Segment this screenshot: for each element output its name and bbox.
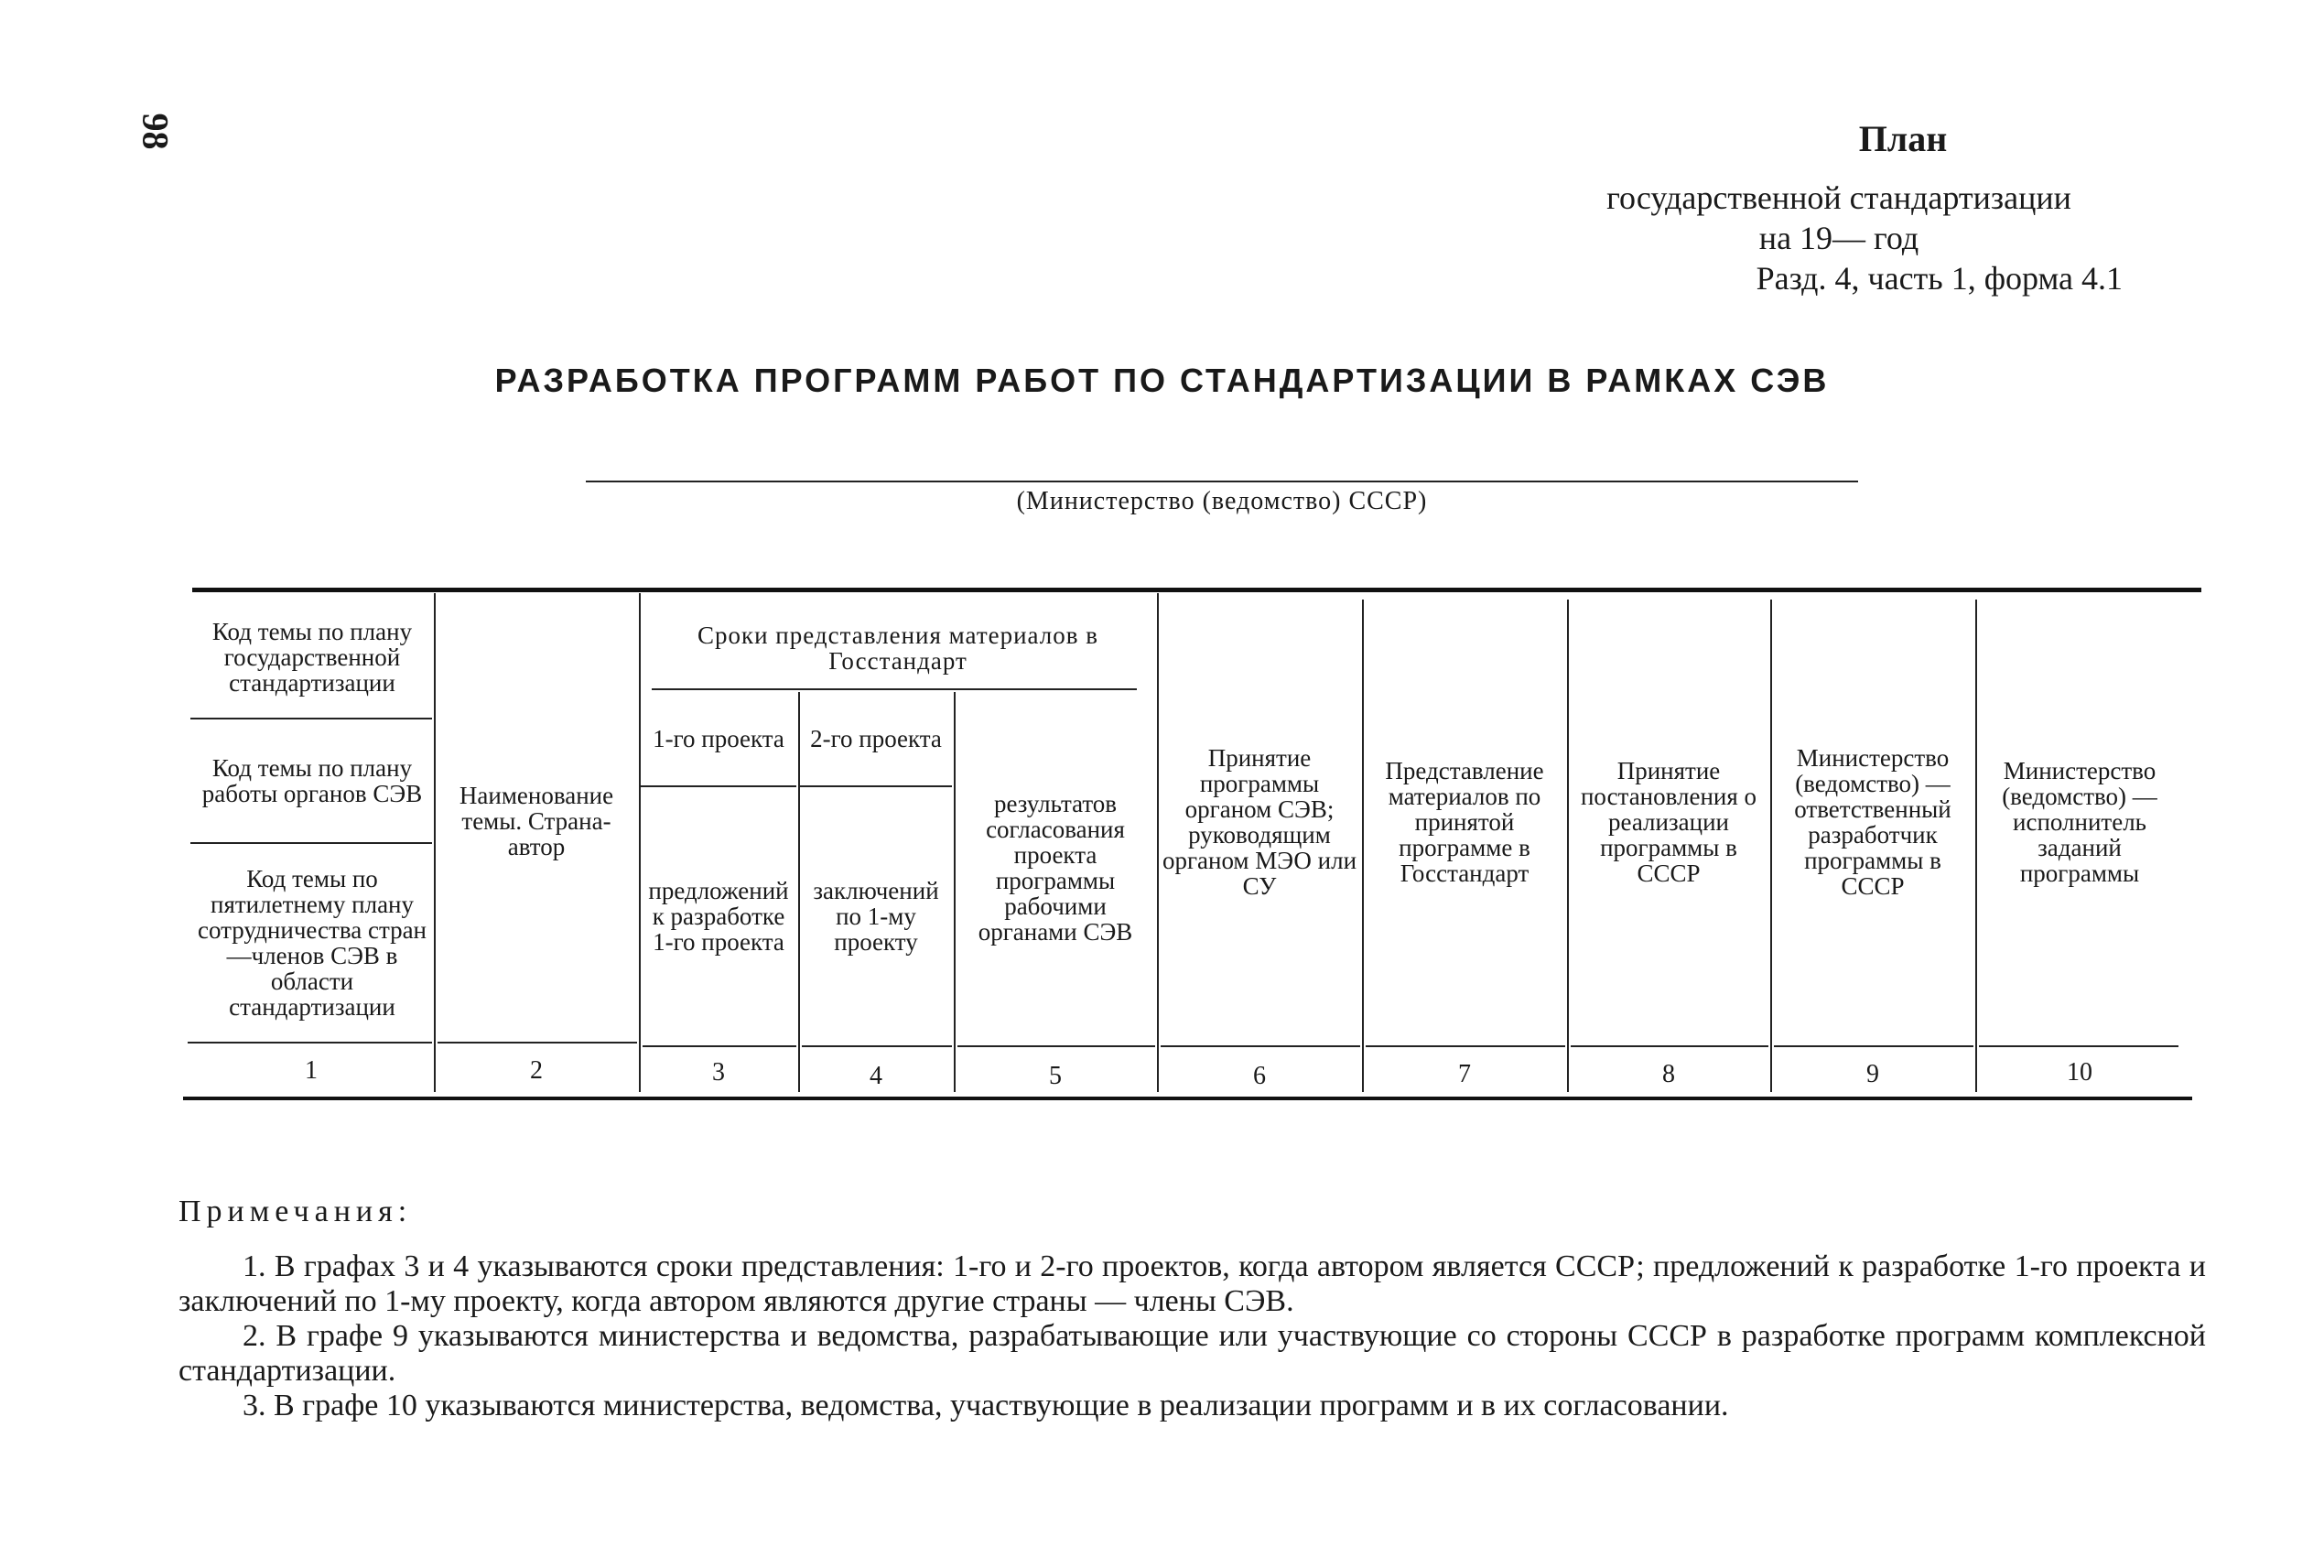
header-bottom-line-10 <box>1979 1045 2178 1047</box>
col4-header-second-draft: 2-го проекта <box>810 725 942 752</box>
column-number-2: 2 <box>530 1056 543 1085</box>
header-line-1: государственной стандартизации <box>1606 179 2071 216</box>
column-number-7: 7 <box>1458 1060 1471 1088</box>
col5-header-agreement-results: результатов согласования проекта программы рабочими органами СЭВ <box>978 790 1133 946</box>
col4-divider <box>800 785 952 787</box>
page-number: 98 <box>135 113 177 150</box>
document-title: РАЗРАБОТКА ПРОГРАММ РАБОТ ПО СТАНДАРТИЗАЦИИ В РАМКАХ СЭВ <box>494 362 1830 399</box>
column-number-5: 5 <box>1049 1062 1062 1090</box>
header-bottom-line-7 <box>1366 1045 1565 1047</box>
col3-divider <box>641 785 796 787</box>
col1-divider-2 <box>190 842 432 844</box>
header-line-2: на 19— год <box>1758 220 1919 256</box>
table-bottom-border <box>183 1097 2192 1100</box>
col6-header-program-adoption: Принятие программы органом СЭВ; руководящим органом МЭО или СУ <box>1162 744 1357 900</box>
col3-header-proposals: предложений к разработке 1-го проекта <box>648 877 789 956</box>
header-bottom-line-5 <box>957 1045 1155 1047</box>
header-bottom-line-6 <box>1161 1045 1360 1047</box>
col9-header-responsible-developer: Министерство (ведомство) — ответственный разработчик программы в СССР <box>1794 744 1951 900</box>
column-number-8: 8 <box>1662 1060 1675 1088</box>
column-number-4: 4 <box>870 1062 882 1090</box>
note-1: 1. В графах 3 и 4 указываются сроки представления: 1-го и 2-го проектов, когда автором является СССР; предложений к разработке 1-го проекта и заключений по 1-му проекту, когда автором являются другие страны — члены СЭВ. <box>178 1249 2206 1318</box>
header-bottom-line-2 <box>438 1042 637 1044</box>
form-header <box>1519 119 2159 298</box>
col1-header-five-year-plan: Код темы по пятилетнему плану сотрудничества стран—членов СЭВ в области стандартизации <box>197 865 427 1021</box>
col4-header-conclusions: заключений по 1-му проекту <box>813 877 939 956</box>
col8-header-resolution: Принятие постановления о реализации программы в СССР <box>1580 757 1757 887</box>
header-bottom-line-9 <box>1774 1045 1973 1047</box>
plan-label: План <box>1858 118 1948 159</box>
table-top-border <box>192 588 2201 592</box>
col7-header-materials: Представление материалов по принятой программе в Госстандарт <box>1385 757 1544 887</box>
col1-divider-1 <box>190 718 432 719</box>
ministry-blank-line <box>586 481 1858 482</box>
header-bottom-line-4 <box>802 1045 952 1047</box>
column-number-3: 3 <box>712 1058 725 1087</box>
header-line-3: Разд. 4, часть 1, форма 4.1 <box>1756 260 2123 297</box>
notes-section <box>178 1195 2206 1423</box>
group-header-deadlines: Сроки представления материалов в Госстандарт <box>697 622 1098 675</box>
column-number-10: 10 <box>2067 1058 2092 1087</box>
column-number-9: 9 <box>1866 1060 1879 1088</box>
col3-header-first-draft: 1-го проекта <box>653 725 784 752</box>
header-bottom-line-1 <box>188 1042 432 1044</box>
col1-header-state-plan: Код темы по плану государственной стандартизации <box>211 618 413 697</box>
note-2: 2. В графе 9 указываются министерства и ведомства, разрабатывающие или участвующие со стороны СССР в разработке программ комплексной стандартизации. <box>178 1319 2206 1388</box>
header-bottom-line-8 <box>1571 1045 1768 1047</box>
group-header-divider <box>652 688 1137 690</box>
col1-header-cmea-plan: Код темы по плану работы органов СЭВ <box>201 754 423 807</box>
note-3: 3. В графе 10 указываются министерства, ведомства, участвующие в реализации программ и в их согласовании. <box>243 1389 1729 1422</box>
ministry-caption: (Министерство (ведомство) СССР) <box>1016 487 1428 515</box>
notes-heading: Примечания: <box>178 1195 413 1228</box>
col2-header-topic-name: Наименование темы. Страна-автор <box>459 782 614 860</box>
column-number-1: 1 <box>305 1056 318 1085</box>
header-bottom-line-3 <box>643 1045 796 1047</box>
col10-header-executor: Министерство (ведомство) — исполнитель заданий программы <box>2002 757 2157 887</box>
column-number-6: 6 <box>1253 1062 1266 1090</box>
